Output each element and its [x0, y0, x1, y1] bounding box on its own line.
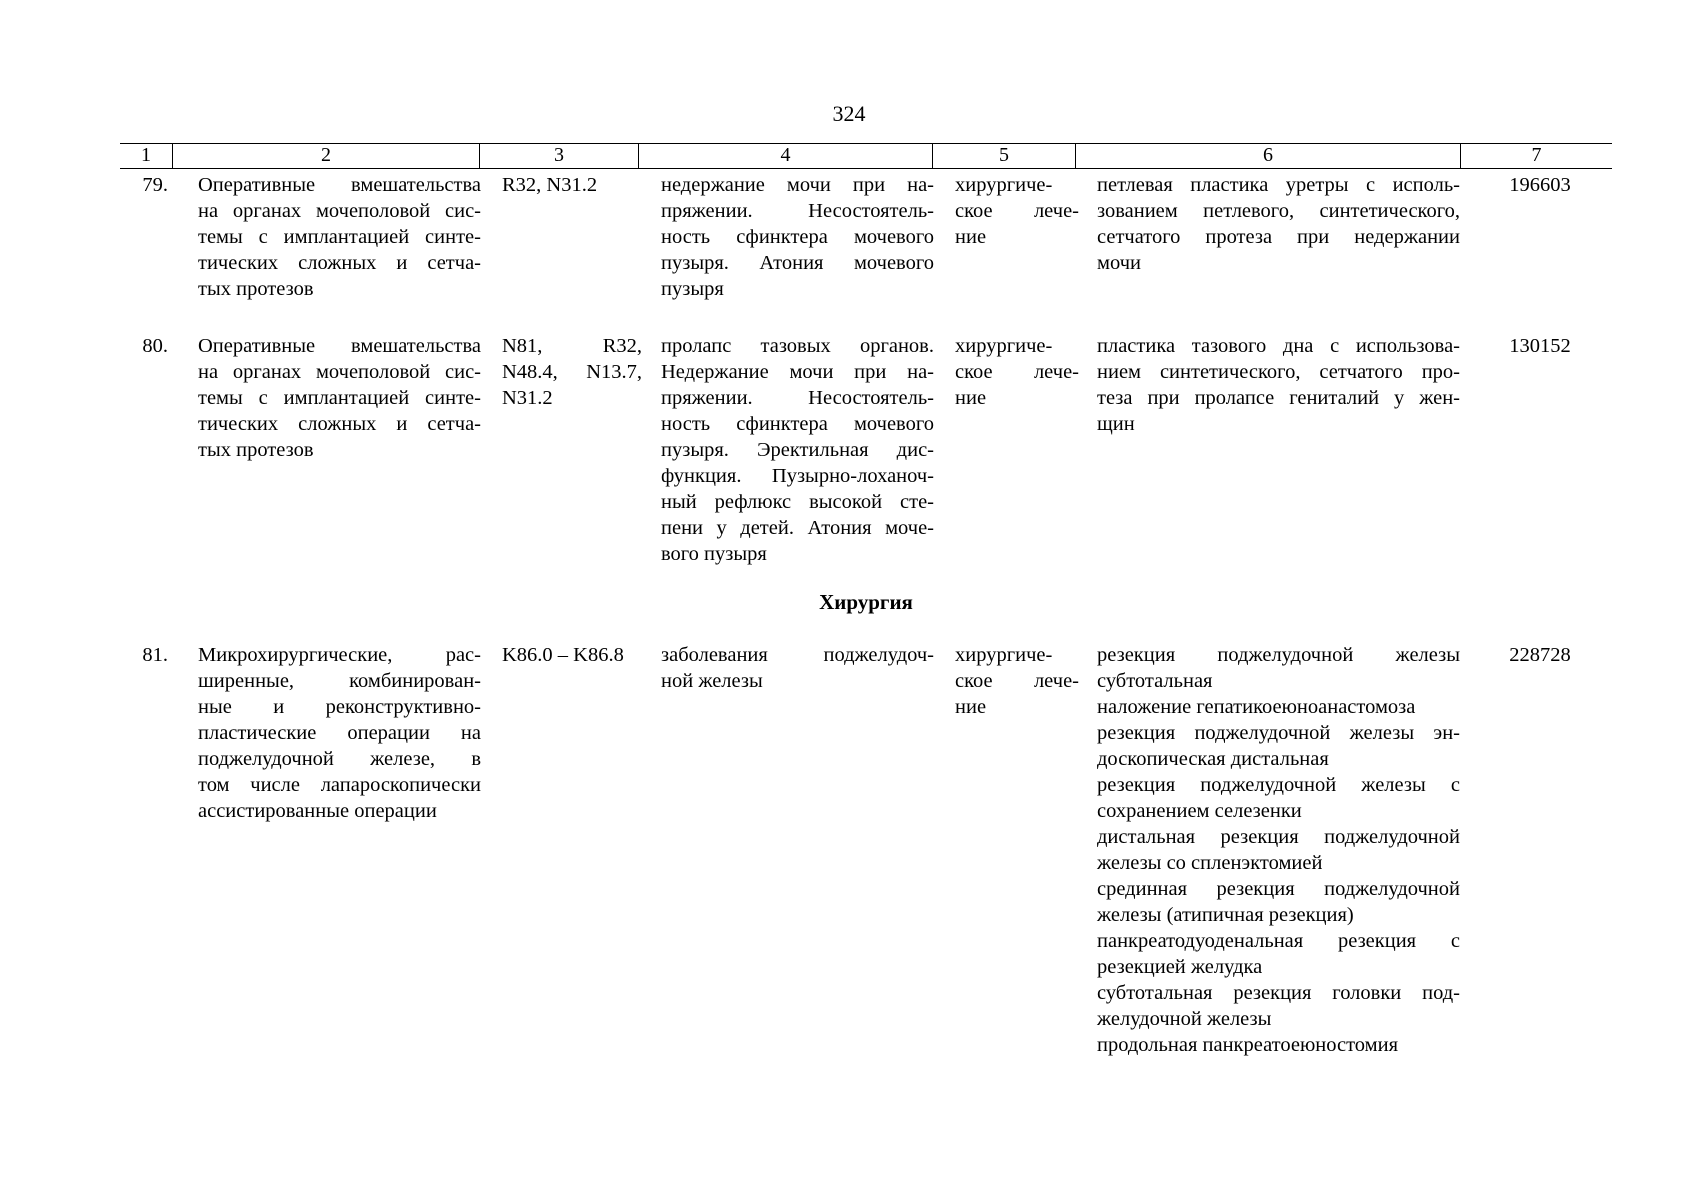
row-number: 81. [142, 644, 168, 666]
icd-codes: R32, N31.2 [502, 174, 598, 196]
column-header-2: 2 [172, 144, 479, 168]
page-number: 324 [832, 101, 866, 126]
cost-value: 196603 [1509, 174, 1571, 196]
row-number: 79. [142, 174, 168, 196]
table-header [120, 143, 1612, 169]
treatment-type: хирургиче- ское лече- ние [955, 644, 1079, 718]
cost-value: 228728 [1509, 644, 1571, 666]
treatment-method: резекция поджелудочной железы субтотальная наложение гепатикоеюноанастомоза резекция поджелудочной железы эн- доскопическая дистальная резекция поджелудочной железы с сохранением селезенки дистальная резекция поджелудочной железы со спленэктомией срединная резекция поджелудочной железы (атипичная резекция) панкреатодуоденальная резекция с резекцией желудка субтотальная резекция головки под- желудочной железы продольная панкреатоеюностомия [1097, 644, 1460, 1056]
intervention-name: Микрохирургические, рас- ширенные, комбинирован- ные и реконструктивно- пластические операции на поджелудочной железе, в том числе лапароскопически ассистированные операции [198, 644, 481, 822]
column-header-3: 3 [479, 144, 638, 168]
cost-value: 130152 [1509, 335, 1571, 357]
patient-model: пролапс тазовых органов. Недержание мочи при на- пряжении. Несостоятель- ность сфинктера мочевого пузыря. Эректильная дис- функция. Пузырно-лоханоч- ный рефлюкс высокой сте- пени у детей. Атония моче- вого пузыря [661, 335, 934, 565]
intervention-name: Оперативные вмешательства на органах мочеполовой сис- темы с имплантацией синте- тических сложных и сетча- тых протезов [198, 335, 481, 461]
icd-codes: K86.0 – K86.8 [502, 644, 624, 666]
icd-codes: N81, R32, N48.4, N13.7, N31.2 [502, 335, 642, 409]
patient-model: недержание мочи при на- пряжении. Несостоятель- ность сфинктера мочевого пузыря. Атония мочевого пузыря [661, 174, 934, 300]
treatment-method: пластика тазового дна с использова- нием синтетического, сетчатого про- теза при пролапсе гениталий у жен- щин [1097, 335, 1460, 435]
treatment-method: петлевая пластика уретры с исполь- зованием петлевого, синтетического, сетчатого протеза при недержании мочи [1097, 174, 1460, 274]
column-header-1: 1 [141, 144, 151, 166]
treatment-type: хирургиче- ское лече- ние [955, 335, 1079, 409]
intervention-name: Оперативные вмешательства на органах мочеполовой сис- темы с имплантацией синте- тических сложных и сетча- тых протезов [198, 174, 481, 300]
column-header-4: 4 [638, 144, 932, 168]
column-header-5: 5 [932, 144, 1075, 168]
treatment-type: хирургиче- ское лече- ние [955, 174, 1079, 248]
patient-model: заболевания поджелудоч- ной железы [661, 644, 934, 692]
column-header-6: 6 [1075, 144, 1460, 168]
section-title: Хирургия [819, 590, 913, 614]
row-number: 80. [142, 335, 168, 357]
column-header-7: 7 [1460, 144, 1612, 168]
